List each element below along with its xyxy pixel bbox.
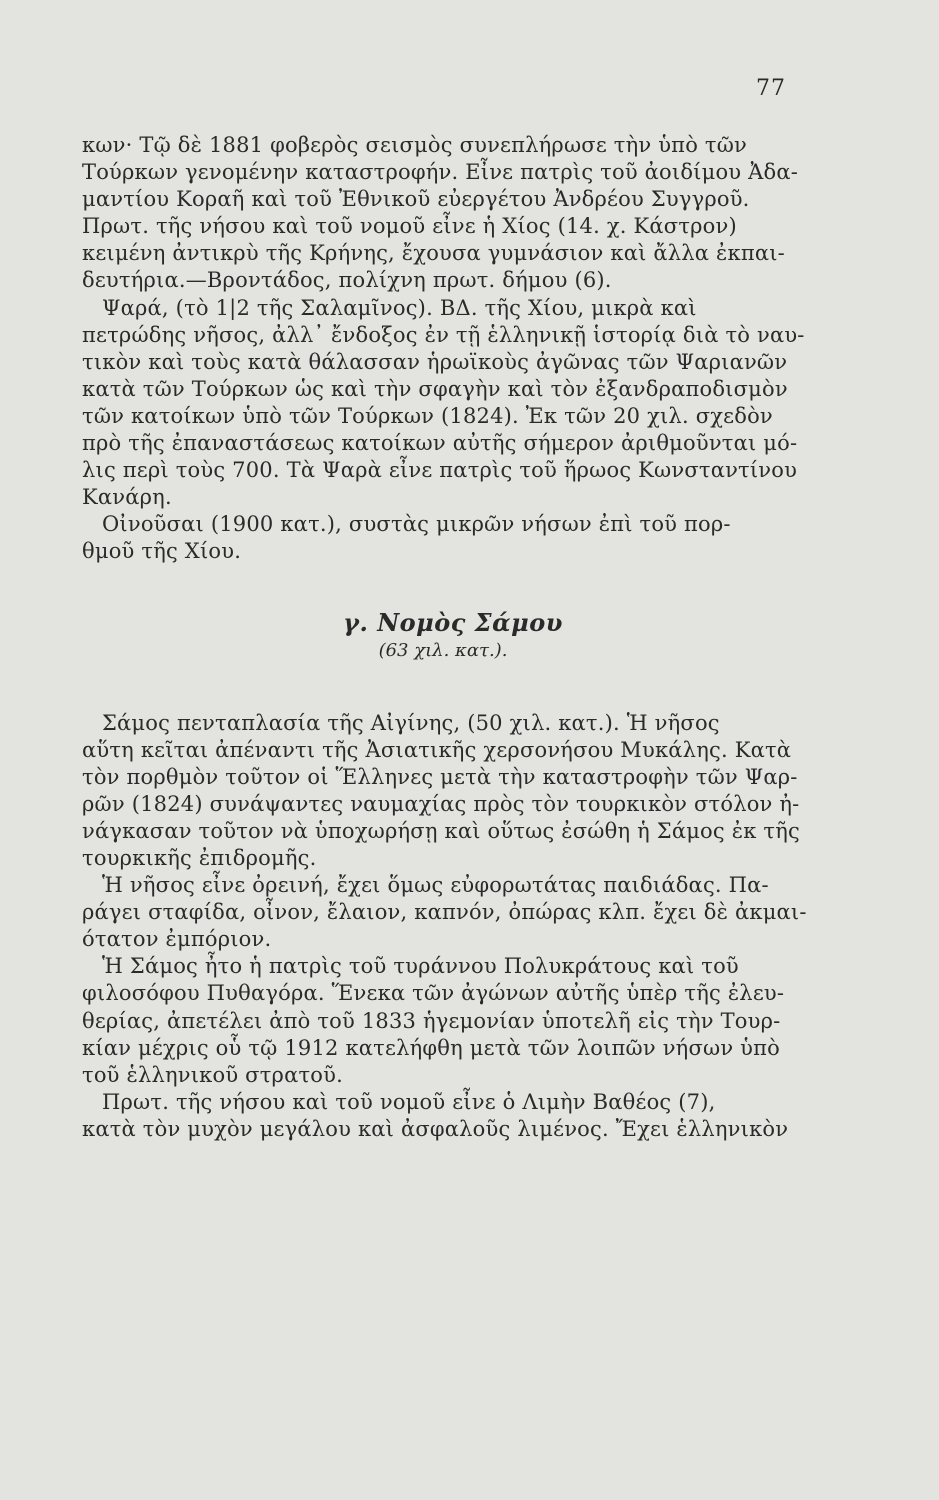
- text-line: τοῦ ἑλληνικοῦ στρατοῦ.: [82, 1062, 343, 1087]
- body-text: [82, 132, 807, 1143]
- text-line: λις περὶ τοὺς 700. Τὰ Ψαρὰ εἶνε πατρὶς τοῦ ἥρωος Κωνσταντίνου: [82, 458, 798, 483]
- text-line: φιλοσόφου Πυθαγόρα. Ἕνεκα τῶν ἀγώνων αὐτῆς ὑπὲρ τῆς ἐλευ-: [82, 981, 785, 1006]
- text-line: τικὸν καὶ τοὺς κατὰ θάλασσαν ἡρωϊκοὺς ἀγῶνας τῶν Ψαριανῶν: [82, 349, 788, 374]
- page-number: 77: [756, 76, 786, 101]
- text-line: θερίας, ἀπετέλει ἀπὸ τοῦ 1833 ἡγεμονίαν ὑποτελῆ εἰς τὴν Τουρ-: [82, 1008, 781, 1033]
- text-line: Ἡ νῆσος εἶνε ὀρεινή, ἔχει ὅμως εὐφορωτάτας παιδιάδας. Πα-: [102, 873, 769, 898]
- section-subheading: (63 χιλ. κατ.).: [378, 639, 508, 661]
- section-heading: γ. Νομὸς Σάμου: [343, 607, 563, 637]
- text-line: Ἡ Σάμος ἦτο ἡ πατρὶς τοῦ τυράννου Πολυκράτους καὶ τοῦ: [102, 954, 739, 979]
- text-line: θμοῦ τῆς Χίου.: [82, 539, 242, 564]
- text-line: αὕτη κεῖται ἀπέναντι τῆς Ἀσιατικῆς χερσονήσου Μυκάλης. Κατὰ: [82, 737, 792, 762]
- paragraph-samos-history: [82, 953, 794, 1088]
- text-line: ράγει σταφίδα, οἶνον, ἔλαιον, καπνόν, ὀπώρας κλπ. ἔχει δὲ ἀκμαι-: [82, 900, 807, 925]
- text-line: Πρωτ. τῆς νήσου καὶ τοῦ νομοῦ εἶνε ὁ Λιμὴν Βαθέος (7),: [102, 1089, 716, 1114]
- text-line: ότατον ἐμπόριον.: [82, 927, 272, 952]
- text-line: Σάμος πενταπλασία τῆς Αἰγίνης, (50 χιλ. κατ.). Ἡ νῆσος: [102, 710, 720, 735]
- text-line: τὸν πορθμὸν τοῦτον οἱ Ἕλληνες μετὰ τὴν καταστροφὴν τῶν Ψαρ-: [82, 764, 798, 789]
- paragraph-psara: [82, 295, 805, 512]
- text-line: Ψαρά, (τὸ 1|2 τῆς Σαλαμῖνος). ΒΔ. τῆς Χίου, μικρὰ καὶ: [102, 295, 697, 320]
- text-line: τουρκικῆς ἐπιδρομῆς.: [82, 845, 317, 870]
- paragraph-samos: [82, 710, 800, 873]
- text-line: νάγκασαν τοῦτον νὰ ὑποχωρήσῃ καὶ οὕτως ἐσώθη ἡ Σάμος ἐκ τῆς: [82, 818, 800, 843]
- text-line: δευτήρια.—Βροντάδος, πολίχνη πρωτ. δήμου (6).: [82, 268, 612, 293]
- text-line: κίαν μέχρις οὗ τῷ 1912 κατελήφθη μετὰ τῶν λοιπῶν νήσων ὑπὸ: [82, 1035, 780, 1060]
- text-line: πετρώδης νῆσος, ἀλλ᾽ ἔνδοξος ἐν τῇ ἑλληνικῇ ἱστορίᾳ διὰ τὸ ναυ-: [82, 322, 805, 347]
- text-line: κειμένη ἀντικρὺ τῆς Κρήνης, ἔχουσα γυμνάσιον καὶ ἄλλα ἐκπαι-: [82, 241, 785, 266]
- text-line: Πρωτ. τῆς νήσου καὶ τοῦ νομοῦ εἶνε ἡ Χίος (14. χ. Κάστρον): [82, 214, 737, 239]
- text-line: μαντίου Κοραῆ καὶ τοῦ Ἐθνικοῦ εὐεργέτου Ἀνδρέου Συγγροῦ.: [82, 187, 750, 212]
- paragraph-samos-economy: [82, 872, 807, 953]
- paragraph-oinousses: [82, 511, 794, 565]
- text-line: κων· Τῷ δὲ 1881 φοβερὸς σεισμὸς συνεπλήρωσε τὴν ὑπὸ τῶν: [82, 133, 748, 157]
- text-line: κατὰ τῶν Τούρκων ὡς καὶ τὴν σφαγὴν καὶ τὸν ἐξανδραποδισμὸν: [82, 376, 788, 401]
- text-line: Οἰνοῦσαι (1900 κατ.), συστὰς μικρῶν νήσων ἐπὶ τοῦ πορ-: [102, 512, 731, 537]
- text-line: ρῶν (1824) συνάψαντες ναυμαχίας πρὸς τὸν τουρκικὸν στόλον ἠ-: [82, 791, 800, 816]
- text-line: Τούρκων γενομένην καταστροφήν. Εἶνε πατρὶς τοῦ ἀοιδίμου Ἀδα-: [82, 160, 799, 185]
- text-line: κατὰ τὸν μυχὸν μεγάλου καὶ ἀσφαλοῦς λιμένος. Ἔχει ἑλληνικὸν: [82, 1116, 789, 1141]
- text-line: πρὸ τῆς ἐπαναστάσεως κατοίκων αὐτῆς σήμερον ἀριθμοῦνται μό-: [82, 431, 798, 456]
- paragraph-chios-history: [82, 132, 799, 295]
- paragraph-samos-capital: [82, 1089, 794, 1143]
- text-line: τῶν κατοίκων ὑπὸ τῶν Τούρκων (1824). Ἐκ τῶν 20 χιλ. σχεδὸν: [82, 403, 773, 428]
- text-line: Κανάρη.: [82, 485, 172, 510]
